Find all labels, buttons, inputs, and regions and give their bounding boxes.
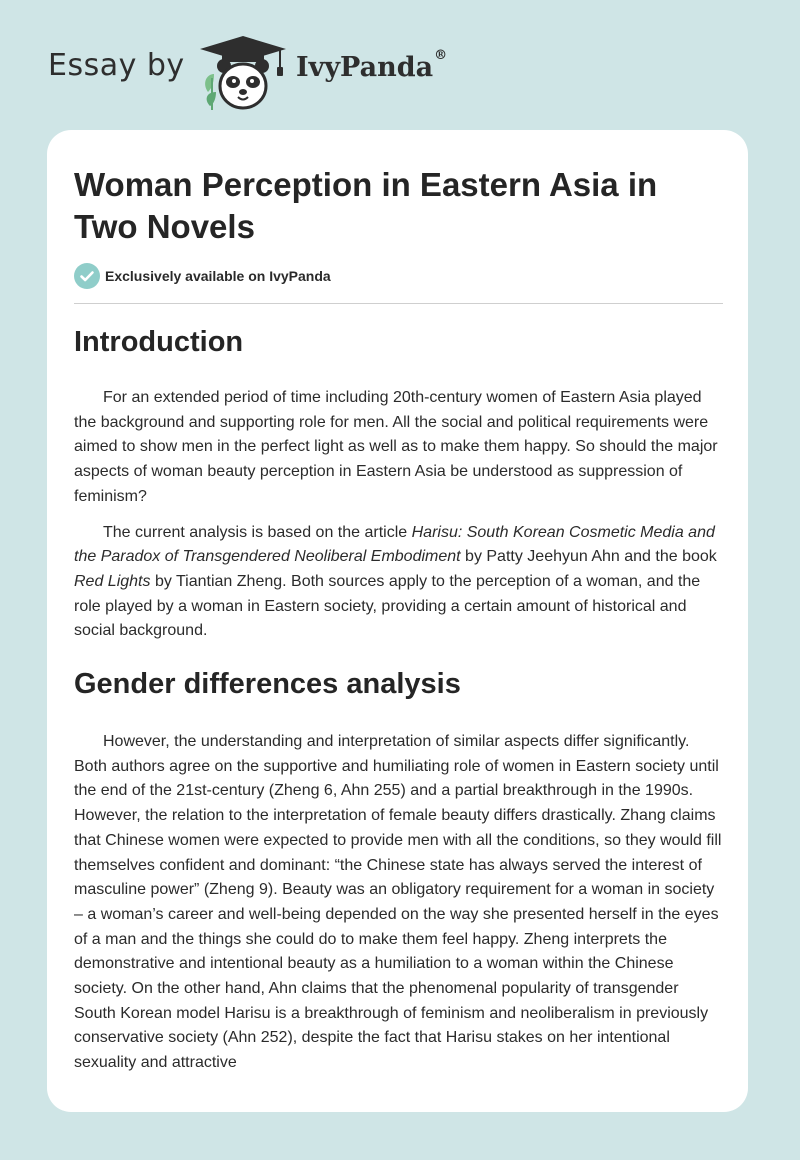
- paragraph: However, the understanding and interpretation of similar aspects differ significantly. Both authors agree on the supportive and humiliating role of women in Eastern society until the end of the 21st-century (Zheng 6, Ahn 255) and a partial breakthrough in the 1990s. However, the relation to the interpretation of female beauty differs drastically. Zhang claims that Chinese women were expected to provide men with all the conditions, so they would fill themselves confident and dominant: “the Chinese state has always served the interest of masculine power” (Zheng 9). Beauty was an obligatory requirement for a woman in society – a woman’s career and well-being depended on the way she presented herself in the eyes of a man and the things she could do to make them feel happy. Zheng interprets the demonstrative and intentional beauty as a humiliation to a woman within the Chinese society. On the other hand, Ahn claims that the phenomenal popularity of transgender South Korean model Harisu is a breakthrough of feminism and neoliberalism in previously conservative society (Ahn 252), despite the fact that Harisu stakes on her intentional sexuality and attractive: [74, 733, 722, 1072]
- exclusive-badge: [74, 263, 331, 289]
- section-heading-introduction: Introduction: [74, 326, 244, 358]
- exclusive-badge-text: Exclusively available on IvyPanda: [105, 268, 331, 284]
- divider: [74, 303, 723, 304]
- paragraph-text: by Patty Jeehyun Ahn and the book: [460, 548, 717, 566]
- paragraph: [74, 521, 724, 645]
- page-title: Woman Perception in Eastern Asia in Two Novels: [74, 166, 658, 245]
- registered-mark: ®: [434, 48, 448, 63]
- essay-body: [74, 322, 724, 1076]
- brand-logo[interactable]: [296, 48, 448, 83]
- brand-name: IvyPanda: [296, 52, 434, 83]
- paragraph: For an extended period of time including 20th-century women of Eastern Asia played the background and supporting role for men. All the social and political requirements were aimed to show men in the perfect light as well as to make them happy. So should the major aspects of woman beauty perception in Eastern Asia be understood as suppression of feminism?: [74, 389, 718, 505]
- article-title-citation: Harisu: South Korean Cosmetic Media and the Paradox of Transgendered Neoliberal Embodiment: [74, 523, 715, 566]
- essay-by-label: Essay by: [48, 48, 185, 83]
- check-circle-icon: [74, 263, 100, 289]
- section-heading-gender-differences: Gender differences analysis: [74, 668, 461, 701]
- essay-card: [47, 130, 748, 1112]
- paragraph-text: The current analysis is based on the article: [103, 523, 412, 541]
- book-title-citation: Red Lights: [74, 572, 151, 590]
- paragraph-text: by Tiantian Zheng. Both sources apply to the perception of a woman, and the role played by a woman in Eastern society, providing a certain amount of historical and social background.: [74, 572, 701, 640]
- panda-graduate-icon[interactable]: [198, 34, 288, 112]
- site-header: [0, 0, 800, 130]
